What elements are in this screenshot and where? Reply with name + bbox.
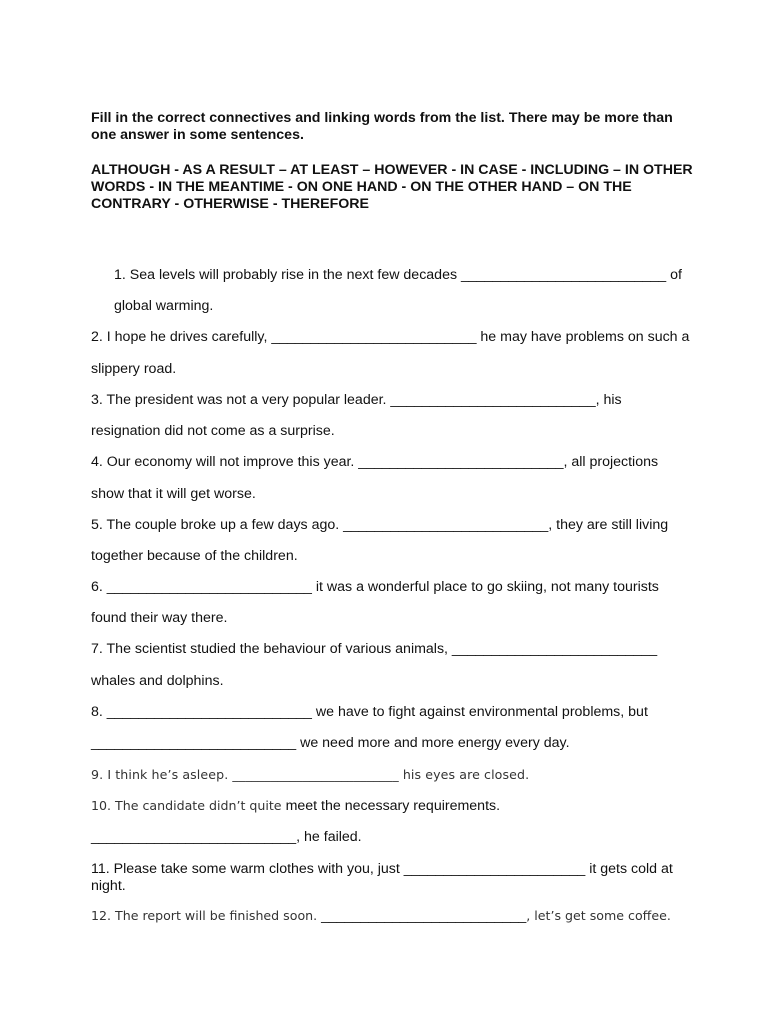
- sentence-6-line-2: found their way there.: [91, 610, 228, 626]
- sentence-7-line-2: whales and dolphins.: [91, 673, 224, 689]
- sentence-12-part-1: 12. The report will be finished soon.: [91, 908, 322, 923]
- sentence-1-line-2: global warming.: [114, 298, 214, 314]
- sentence-9-line-1: 9. I think he’s asleep. __________________________ his eyes are closed.: [91, 767, 530, 782]
- sentence-3-line-1: 3. The president was not a very popular leader. __________________________, his: [91, 392, 622, 408]
- sentence-7-line-1: 7. The scientist studied the behaviour of various animals, __________________________: [91, 641, 658, 657]
- sentence-5-line-2: together because of the children.: [91, 548, 298, 564]
- sentence-3-line-2: resignation did not come as a surprise.: [91, 423, 335, 439]
- sentence-10-line-2: __________________________, he failed.: [91, 829, 362, 845]
- sentence-10-part-1: 10. The candidate didn’t quite: [91, 798, 286, 813]
- sentence-8-line-1: 8. __________________________ we have to fight against environmental problems, but: [91, 704, 648, 720]
- sentence-6-line-1: 6. __________________________ it was a wonderful place to go skiing, not many tourists: [91, 579, 659, 595]
- sentence-12-line-1: [91, 907, 671, 925]
- sentence-8-line-2: __________________________ we need more and more energy every day.: [91, 735, 570, 751]
- sentence-2-line-1: 2. I hope he drives carefully, __________________________ he may have problems on such a: [91, 329, 690, 345]
- sentence-5-line-1: 5. The couple broke up a few days ago. __________________________, they are still living: [91, 517, 669, 533]
- sentence-10-part-2: meet the necessary requirements.: [285, 798, 501, 814]
- instructions: Fill in the correct connectives and linking words from the list. There may be more than one answer in some sentences.: [91, 110, 673, 143]
- sentence-2-line-2: slippery road.: [91, 361, 177, 377]
- sentence-11-line-1: 11. Please take some warm clothes with you, just _______________________ it gets cold at: [91, 861, 673, 877]
- sentence-12-part-2: __________________________: [321, 908, 527, 924]
- sentence-12-part-3: , let’s get some coffee.: [526, 908, 671, 923]
- sentence-1-line-1: 1. Sea levels will probably rise in the next few decades __________________________ of: [114, 267, 682, 283]
- sentence-10-line-1: [91, 797, 500, 815]
- sentence-11-line-2: night.: [91, 878, 126, 894]
- connectives-word-list: ALTHOUGH - AS A RESULT – AT LEAST – HOWEVER - IN CASE - INCLUDING – IN OTHER WORDS - IN THE MEANTIME - ON ONE HAND - ON THE OTHER HAND – ON THE CONTRARY - OTHERWISE - THEREFORE: [91, 162, 693, 212]
- sentence-4-line-1: 4. Our economy will not improve this year. __________________________, all projections: [91, 454, 659, 470]
- sentence-4-line-2: show that it will get worse.: [91, 486, 256, 502]
